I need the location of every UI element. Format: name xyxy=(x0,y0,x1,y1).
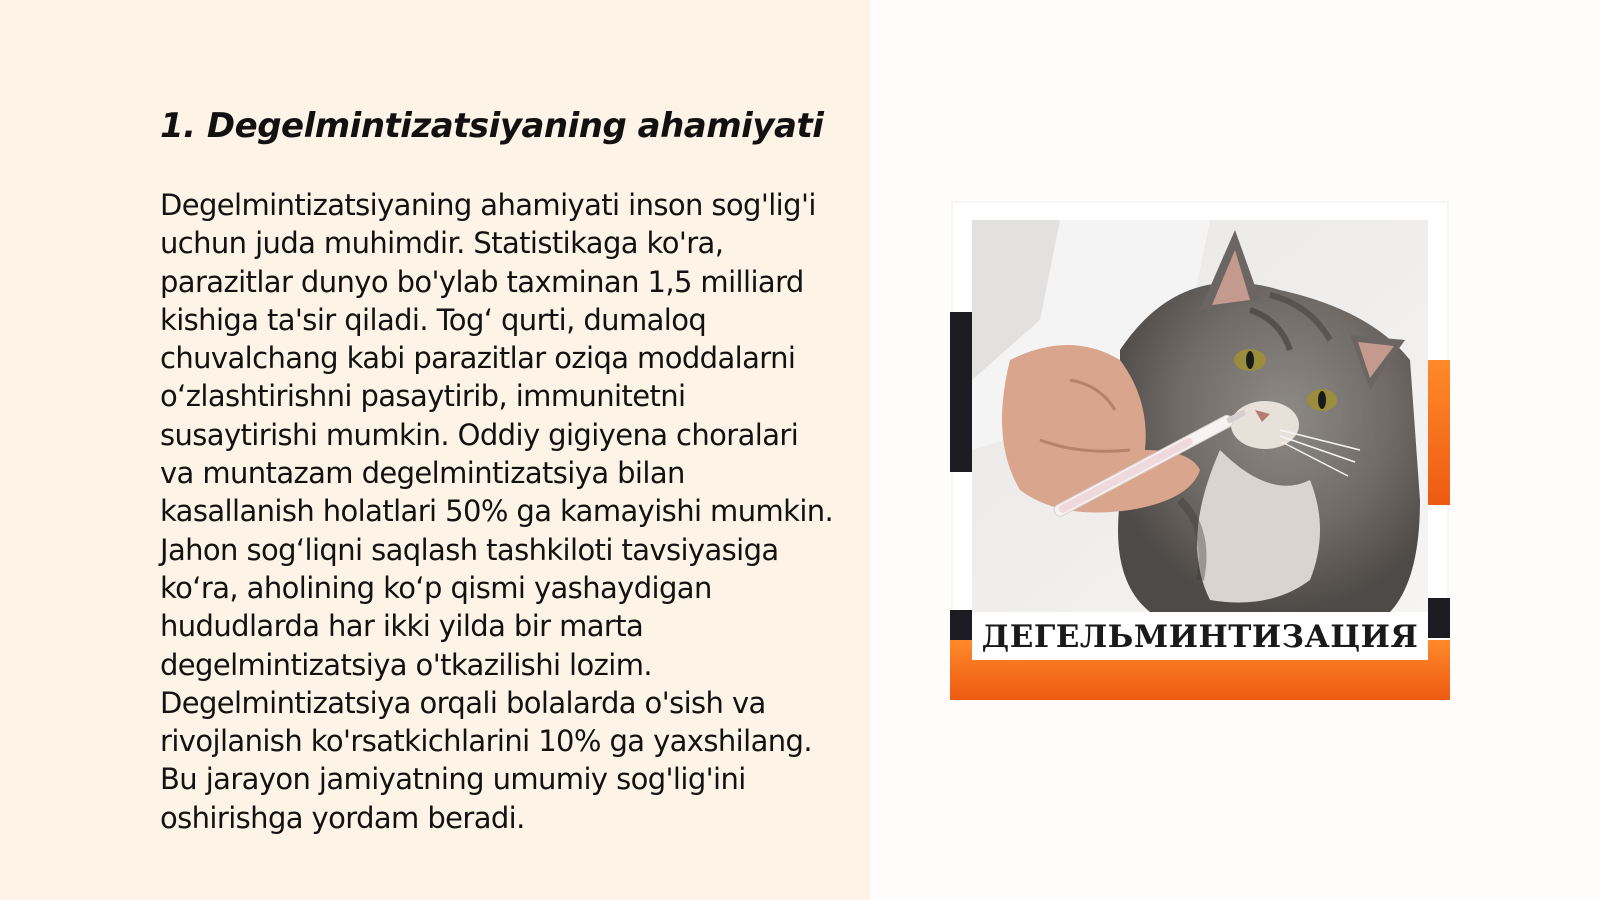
image-caption: ДЕГЕЛЬМИНТИЗАЦИЯ xyxy=(981,619,1419,655)
slide-body-text: Degelmintizatsiyaning ahamiyati inson sog'lig'i uchun juda muhimdir. Statistikaga ko'ra, parazitlar dunyo bo'ylab taxminan 1,5 milliard kishiga ta'sir qiladi. Tog‘ qurti, dumaloq chuvalchang kabi parazitlar oziqa moddalarni o‘zlashtirishni pasaytirib, immunitetni susaytirishi mumkin. Oddiy gigiyena choralari va muntazam degelmintizatsiya bilan kasallanish holatlari 50% ga kamayishi mumkin. Jahon sog‘liqni saqlash tashkiloti tavsiyasiga ko‘ra, aholining ko‘p qismi yashaydigan hududlarda har ikki yilda bir marta degelmintizatsiya o'tkazilishi lozim. Degelmintizatsiya orqali bolalarda o'sish va rivojlanish ko'rsatkichlarini 10% ga yaxshilang. Bu jarayon jamiyatning umumiy sog'lig'ini oshirishga yordam beradi. xyxy=(160,188,834,835)
slide-title: 1. Degelmintizatsiyaning ahamiyati xyxy=(160,106,824,146)
frame-orange-bar-right xyxy=(1428,360,1450,505)
frame-dark-bar-left xyxy=(950,312,972,472)
frame-dark-bar-right xyxy=(1428,598,1450,638)
cat-deworming-image xyxy=(950,200,1450,700)
